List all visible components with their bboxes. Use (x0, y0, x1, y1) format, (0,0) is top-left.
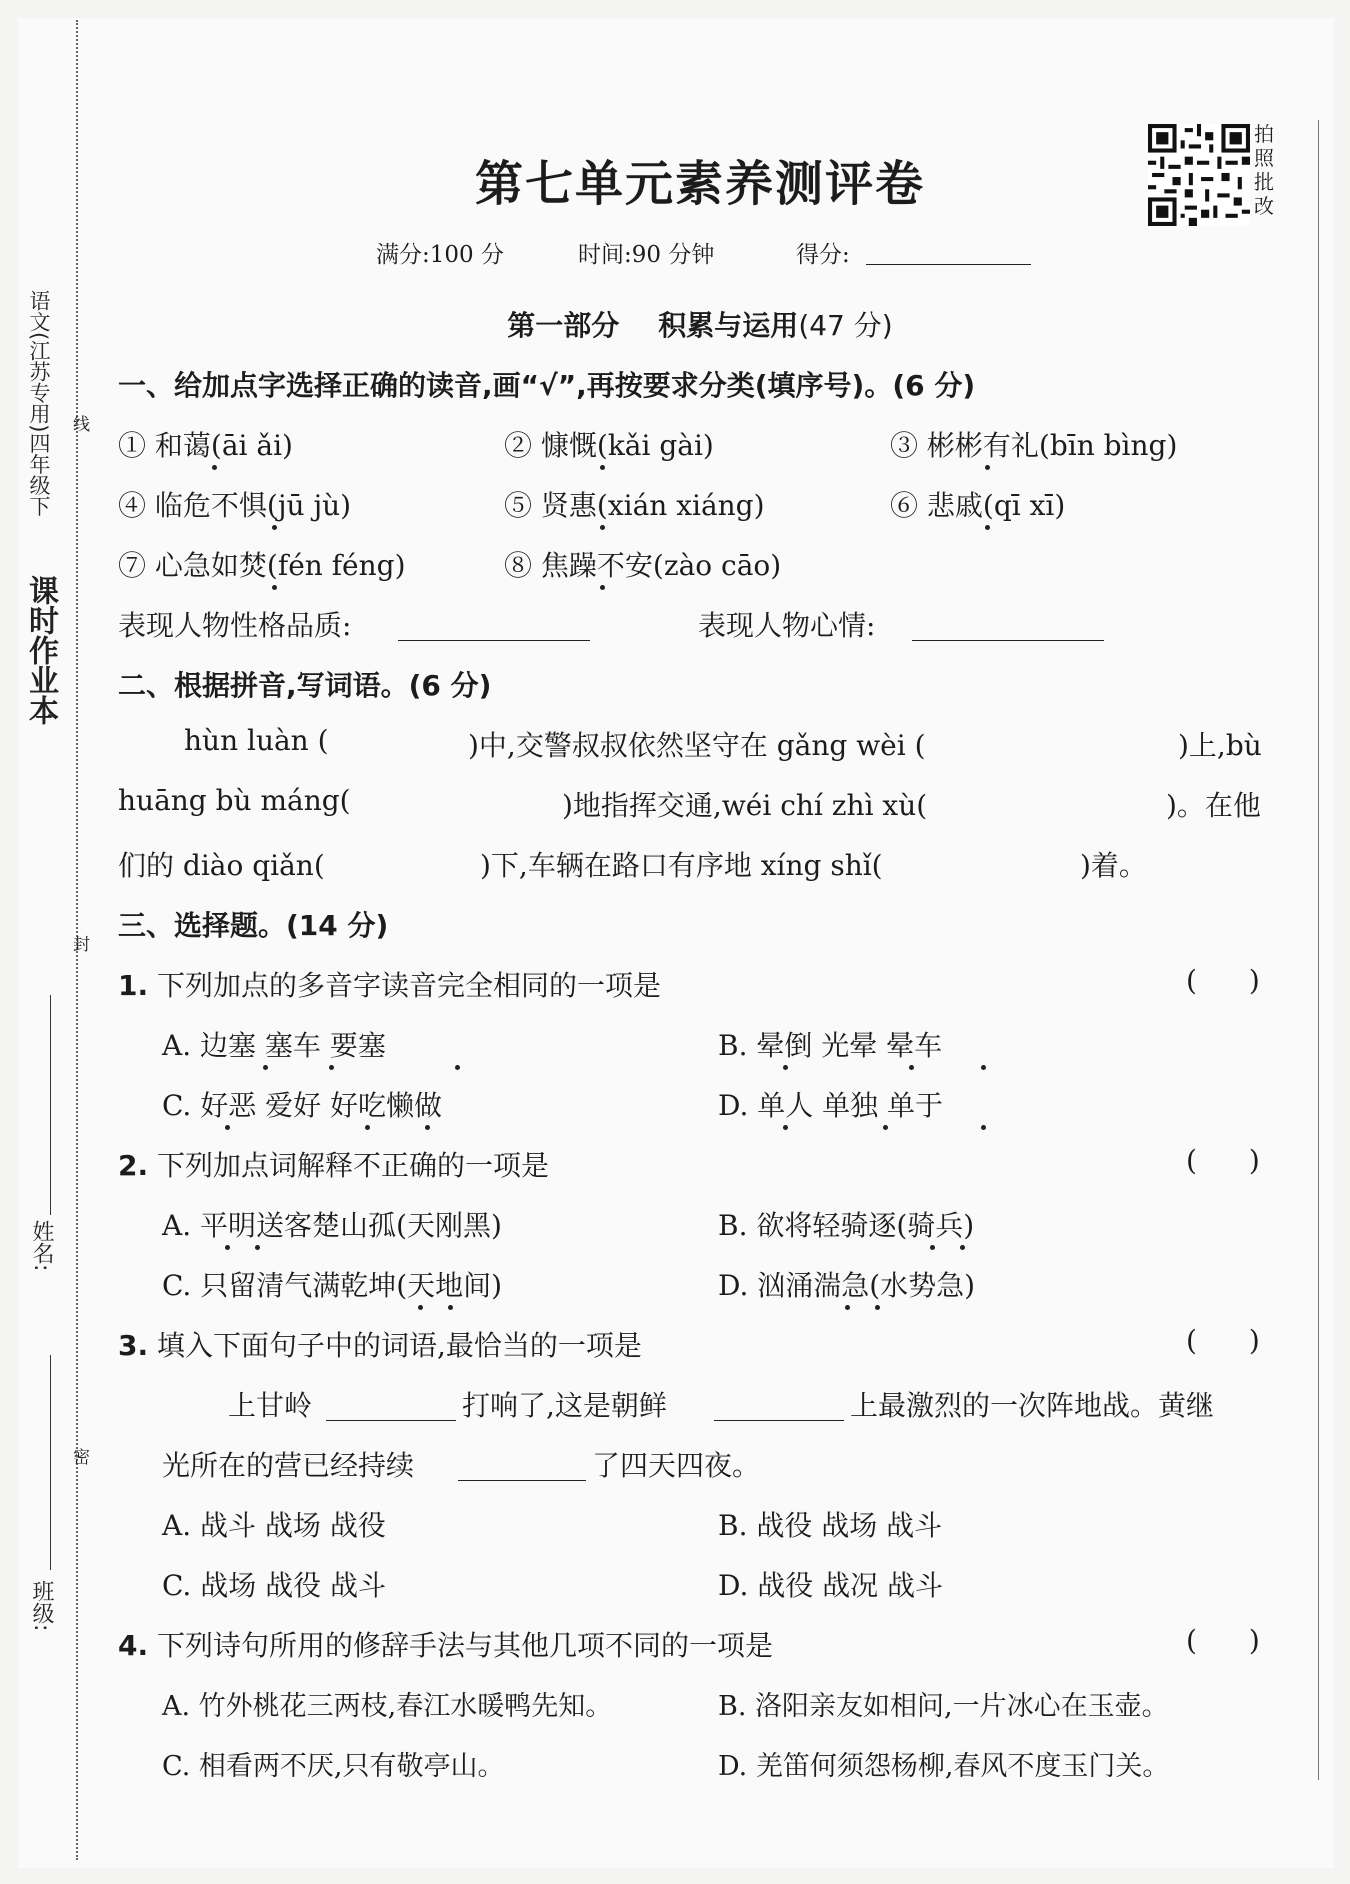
right-border-line (1318, 120, 1319, 1780)
q1-item-8[interactable]: ⑧ 焦躁不安(zào cāo) (504, 549, 782, 582)
q2-l3-b: )下,车辆在路口有序地 xíng shǐ( (480, 849, 883, 882)
emphasis-dot (981, 1125, 986, 1130)
q3-3-sentence-e: 了四天四夜。 (592, 1449, 761, 1482)
q1-item-6[interactable]: ⑥ 悲戚(qī xī) (890, 489, 1066, 522)
emphasis-dot (263, 1065, 268, 1070)
emphasis-dot (225, 1125, 230, 1130)
q3-4-stem: 4. 下列诗句所用的修辞手法与其他几项不同的一项是 (118, 1629, 774, 1662)
emphasis-dot (425, 1125, 430, 1130)
part1-title (0, 304, 1350, 344)
q3-4-option-c[interactable]: C. 相看两不厌,只有敬亭山。 (162, 1751, 505, 1782)
q3-4-option-d[interactable]: D. 羌笛何须怨杨柳,春风不度玉门关。 (718, 1751, 1170, 1782)
q2-l1-b: )中,交警叔叔依然坚守在 gǎng wèi ( (468, 729, 926, 762)
q1-item-3[interactable]: ③ 彬彬有礼(bīn bìng) (890, 429, 1178, 462)
qr-label: 拍照批改 (1254, 122, 1274, 218)
emphasis-dot (272, 585, 277, 590)
q3-4-answer-bracket[interactable]: () (1186, 1624, 1312, 1657)
q1-heading: 一、给加点字选择正确的读音,画“√”,再按要求分类(填序号)。(6 分) (118, 369, 976, 402)
q3-2-option-b[interactable]: B. 欲将轻骑逐(骑兵) (718, 1209, 975, 1242)
emphasis-dot (600, 525, 605, 530)
emphasis-dot (960, 1245, 965, 1250)
q3-1-option-d[interactable]: D. 单人 单独 单于 (718, 1089, 944, 1122)
q3-2-stem: 2. 下列加点词解释不正确的一项是 (118, 1149, 550, 1182)
q2-heading: 二、根据拼音,写词语。(6 分) (118, 669, 492, 702)
class-blank[interactable] (50, 1355, 51, 1570)
q3-3-sentence-c: 上最激烈的一次阵地战。黄继 (850, 1389, 1215, 1422)
emphasis-dot (909, 1065, 914, 1070)
q3-3-answer-bracket[interactable]: () (1186, 1324, 1312, 1357)
book-edition: 语文(江苏专用)四年级下 (27, 290, 51, 517)
q1-item-2[interactable]: ② 慷慨(kǎi gài) (504, 429, 714, 462)
emphasis-dot (783, 1125, 788, 1130)
binding-dense-word: 密 (69, 1448, 89, 1465)
q1-item-1[interactable]: ① 和蔼(āi ǎi) (118, 429, 293, 462)
q3-1-option-a[interactable]: A. 边塞 塞车 要塞 (162, 1029, 386, 1062)
score-blank[interactable] (866, 264, 1031, 265)
emphasis-dot (272, 525, 277, 530)
part1-label: 第一部分 (507, 309, 620, 342)
q3-heading: 三、选择题。(14 分) (118, 909, 389, 942)
q3-3-option-c[interactable]: C. 战场 战役 战斗 (162, 1569, 387, 1602)
emphasis-dot (455, 1065, 460, 1070)
full-score: 满分:100 分 (376, 242, 504, 268)
q2-l2-c: )。在他 (1166, 789, 1261, 822)
q3-2-option-d[interactable]: D. 汹涌湍急(水势急) (718, 1269, 976, 1302)
classify-mood-blank[interactable] (912, 640, 1104, 641)
emphasis-dot (418, 1305, 423, 1310)
emphasis-dot (783, 1065, 788, 1070)
class-label: 班级: (29, 1580, 54, 1632)
q3-3-option-a[interactable]: A. 战斗 战场 战役 (162, 1509, 386, 1542)
emphasis-dot (329, 1065, 334, 1070)
emphasis-dot (930, 1245, 935, 1250)
binding-line-word: 线 (69, 415, 89, 432)
q3-1-option-c[interactable]: C. 好恶 爱好 好吃懒做 (162, 1089, 443, 1122)
emphasis-dot (255, 1245, 260, 1250)
emphasis-dot (875, 1305, 880, 1310)
q2-l3-c: )着。 (1080, 849, 1147, 882)
q3-1-option-b[interactable]: B. 晕倒 光晕 晕车 (718, 1029, 943, 1062)
q1-item-5[interactable]: ⑤ 贤惠(xián xiáng) (504, 489, 765, 522)
q3-3-sentence-a: 上甘岭 (228, 1389, 313, 1422)
classify-trait-blank[interactable] (398, 640, 590, 641)
q3-4-option-b[interactable]: B. 洛阳亲友如相问,一片冰心在玉壶。 (718, 1691, 1169, 1722)
name-label: 姓名: (29, 1220, 54, 1272)
q3-4-option-a[interactable]: A. 竹外桃花三两枝,春江水暖鸭先知。 (162, 1691, 613, 1722)
q3-3-sentence-b: 打响了,这是朝鲜 (462, 1389, 667, 1422)
part1-points: (47 分) (798, 309, 893, 342)
q3-2-answer-bracket[interactable]: () (1186, 1144, 1312, 1177)
score-label: 得分: (796, 242, 850, 268)
q2-l2-a: huāng bù máng( (118, 784, 351, 817)
q2-l1-c: )上,bù (1178, 729, 1262, 762)
q3-2-option-a[interactable]: A. 平明送客楚山孤(天刚黑) (162, 1209, 502, 1242)
part1-subtitle: 积累与运用 (658, 309, 799, 342)
exam-time: 时间:90 分钟 (578, 242, 715, 268)
q1-item-7[interactable]: ⑦ 心急如焚(fén féng) (118, 549, 406, 582)
emphasis-dot (212, 465, 217, 470)
q3-3-option-d[interactable]: D. 战役 战况 战斗 (718, 1569, 944, 1602)
q3-3-stem: 3. 填入下面句子中的词语,最恰当的一项是 (118, 1329, 642, 1362)
q1-item-4[interactable]: ④ 临危不惧(jū jù) (118, 489, 352, 522)
q3-3-blank-1[interactable] (326, 1420, 456, 1421)
name-blank[interactable] (50, 995, 51, 1215)
q3-1-stem: 1. 下列加点的多音字读音完全相同的一项是 (118, 969, 662, 1002)
emphasis-dot (600, 585, 605, 590)
q2-l3-a: 们的 diào qiǎn( (118, 849, 325, 882)
emphasis-dot (981, 1065, 986, 1070)
emphasis-dot (845, 1305, 850, 1310)
emphasis-dot (365, 1125, 370, 1130)
q3-3-blank-3[interactable] (458, 1480, 586, 1481)
q3-1-answer-bracket[interactable]: () (1186, 964, 1312, 997)
emphasis-dot (448, 1305, 453, 1310)
classify-trait-label: 表现人物性格品质: (118, 609, 352, 642)
emphasis-dot (985, 465, 990, 470)
book-name: 课时作业本 (23, 575, 58, 725)
emphasis-dot (985, 525, 990, 530)
emphasis-dot (600, 465, 605, 470)
emphasis-dot (225, 1245, 230, 1250)
q3-3-option-b[interactable]: B. 战役 战场 战斗 (718, 1509, 943, 1542)
exam-title: 第七单元素养测评卷 (474, 156, 925, 212)
q3-3-sentence-d: 光所在的营已经持续 (162, 1449, 415, 1482)
q2-l1-a: hùn luàn ( (184, 724, 329, 757)
q2-l2-b: )地指挥交通,wéi chí zhì xù( (562, 789, 928, 822)
q3-2-option-c[interactable]: C. 只留清气满乾坤(天地间) (162, 1269, 503, 1302)
q3-3-blank-2[interactable] (714, 1420, 844, 1421)
binding-seal-word: 封 (69, 935, 89, 952)
emphasis-dot (883, 1125, 888, 1130)
qr-code-icon[interactable] (1148, 124, 1250, 226)
classify-mood-label: 表现人物心情: (698, 609, 876, 642)
